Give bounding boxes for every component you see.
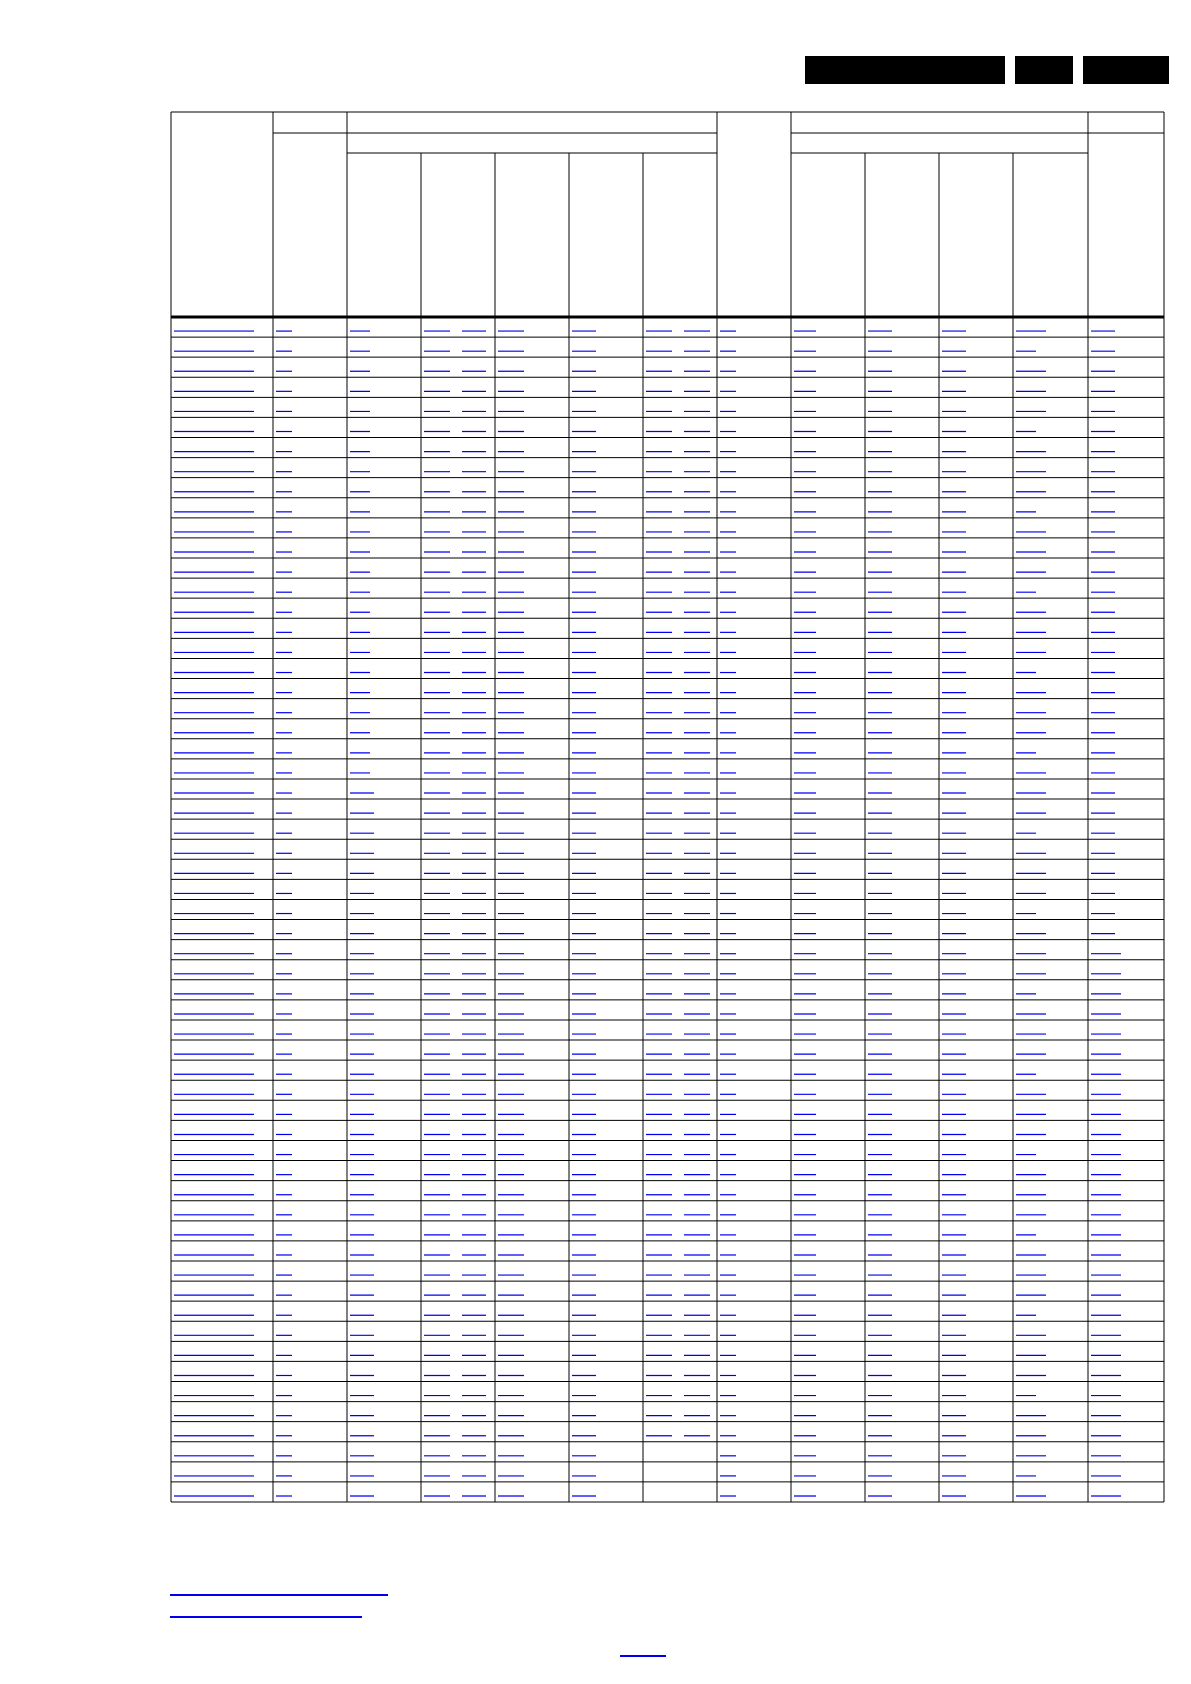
footer-link[interactable] xyxy=(170,1594,388,1596)
page-number-link[interactable] xyxy=(620,1655,666,1657)
table-body xyxy=(171,331,1164,1502)
table-grid xyxy=(171,112,1164,1502)
footer-link[interactable] xyxy=(170,1616,362,1618)
